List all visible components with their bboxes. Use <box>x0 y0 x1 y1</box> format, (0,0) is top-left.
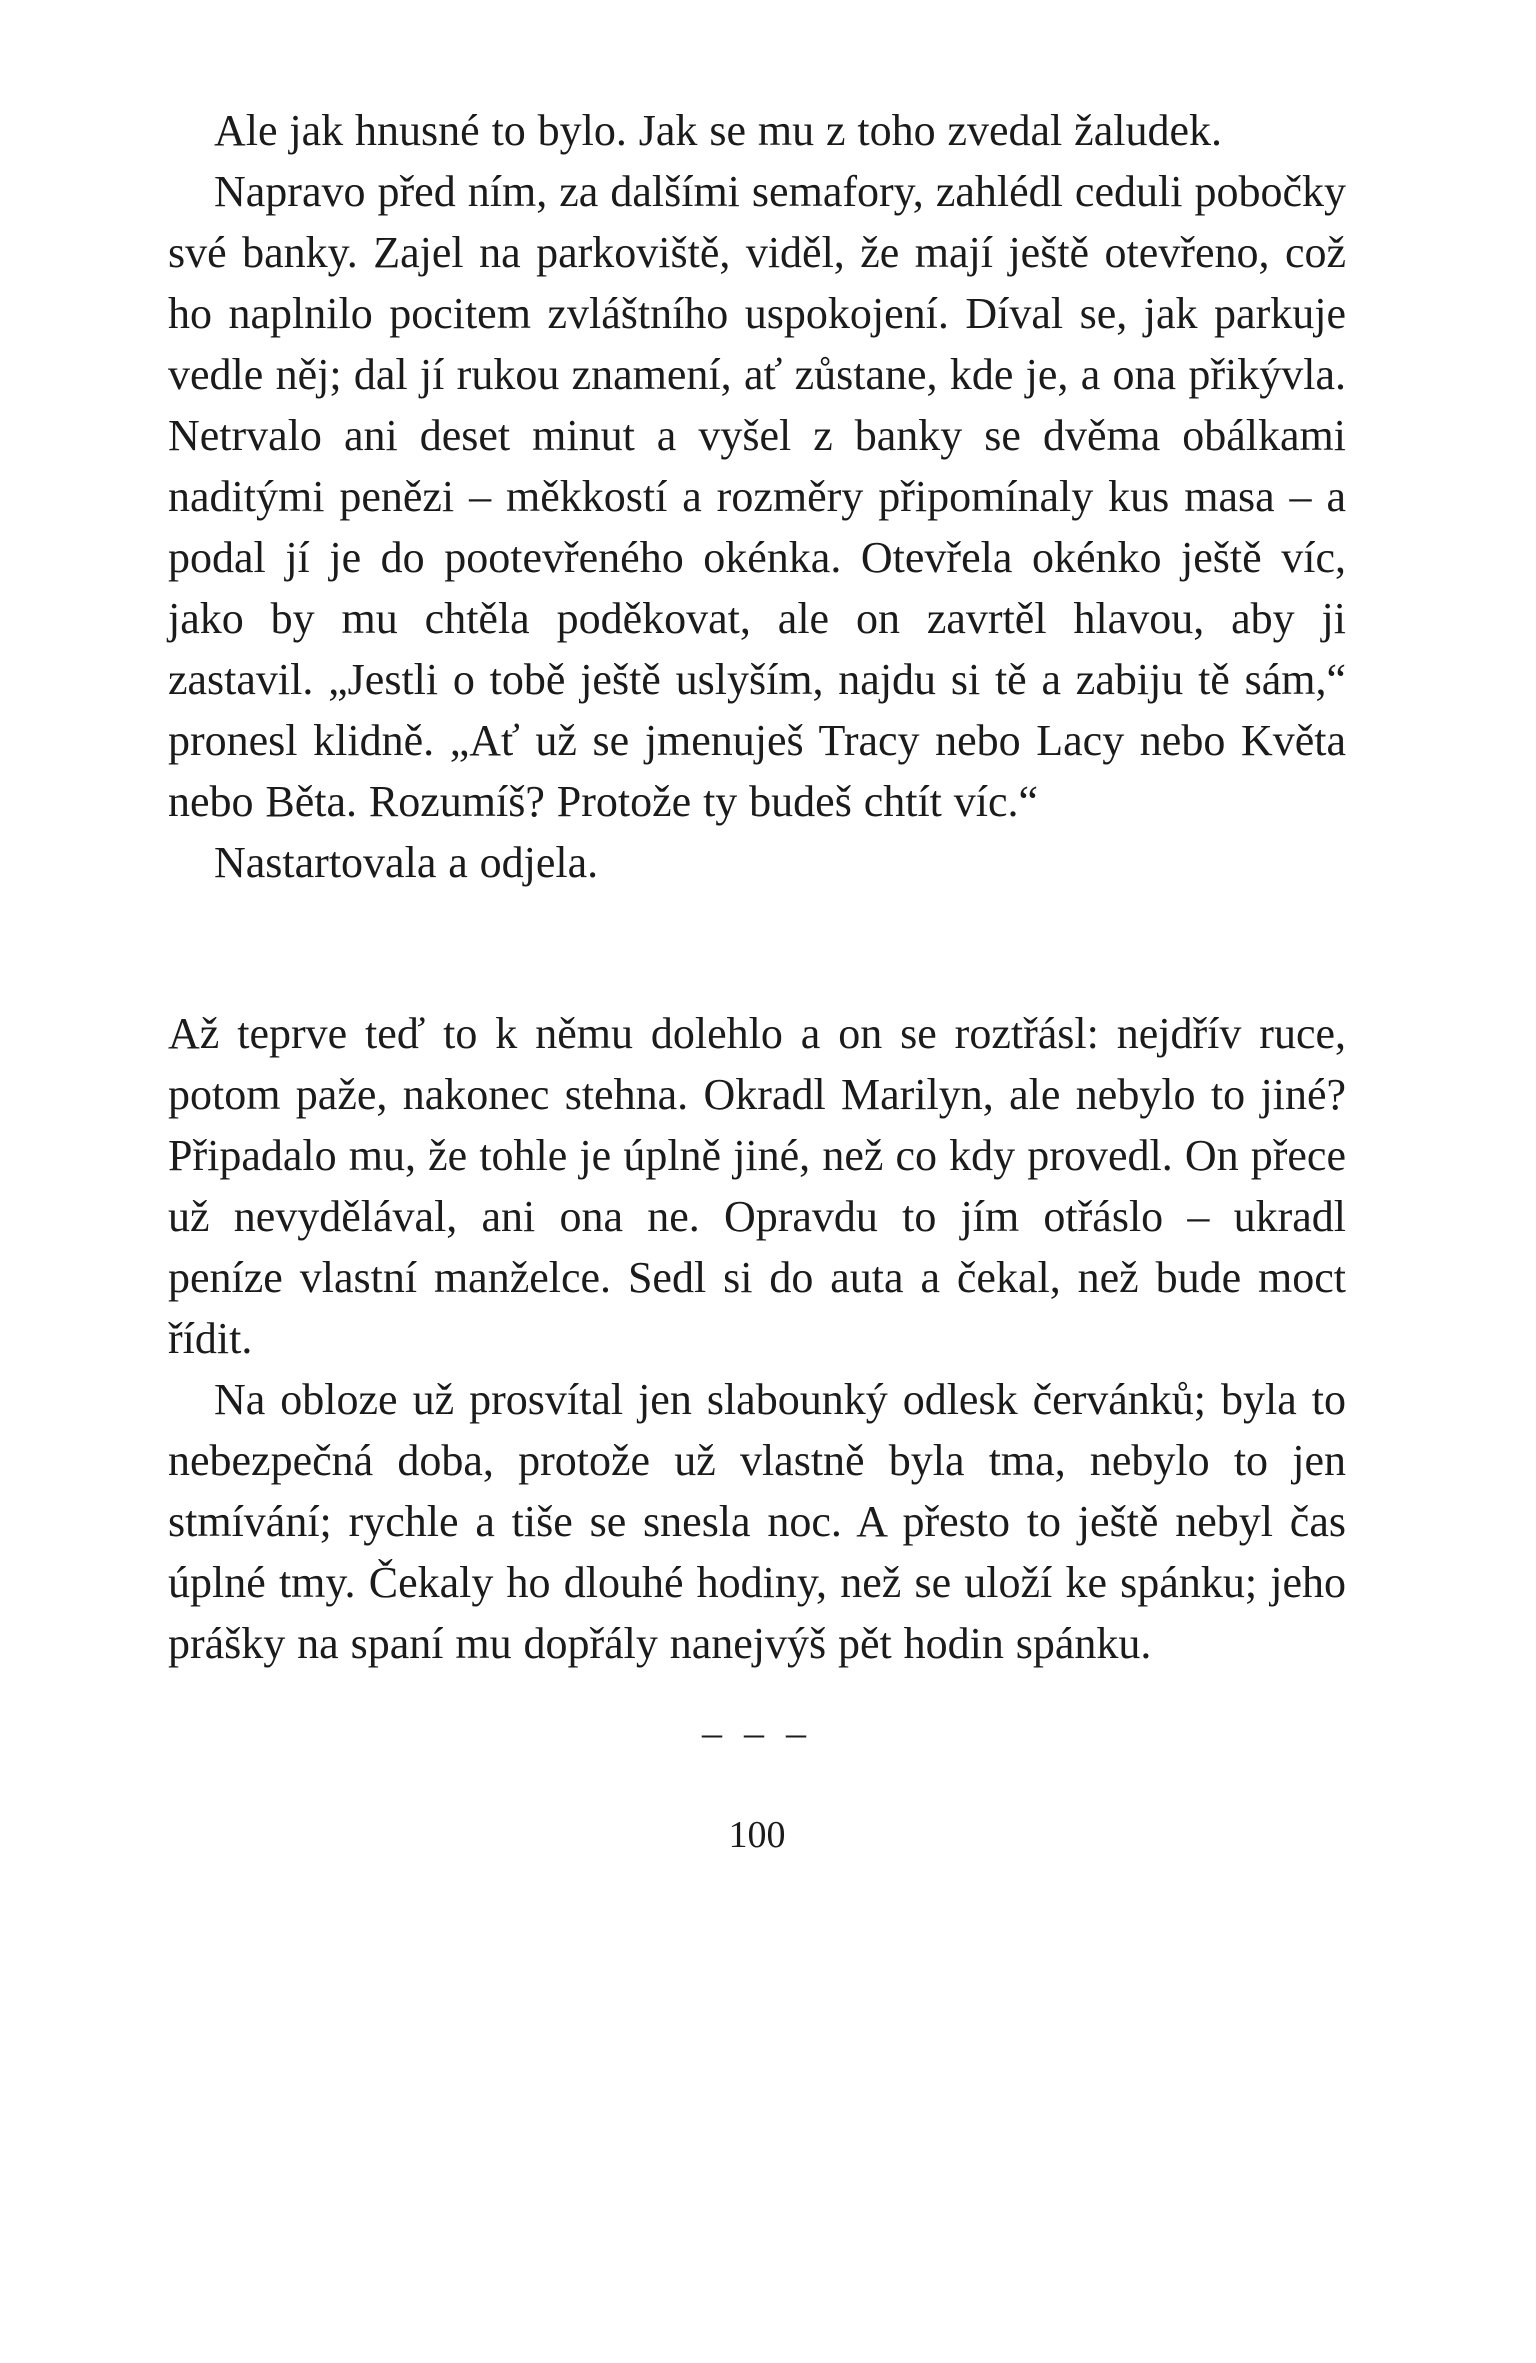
paragraph: Ale jak hnusné to bylo. Jak se mu z toho zvedal žaludek. <box>214 106 1222 155</box>
page-number: 100 <box>728 1814 786 1856</box>
text-block <box>168 100 1346 1859</box>
paragraph: Až teprve teď to k němu dolehlo a on se roztřásl: nejdřív ruce, potom paže, nakonec stehna. Okradl Marilyn, ale nebylo to jiné? Připadalo mu, že tohle je úplně jiné, než co kdy provedl. On přece už nevydělával, ani ona ne. Opravdu to jím otřáslo – ukradl peníze vlastní manželce. Sedl si do auta a čekal, než bude moct řídit. <box>168 1009 1346 1363</box>
section-break <box>168 893 1346 1003</box>
section-1 <box>168 100 1346 893</box>
paragraph: Na obloze už prosvítal jen slabounký odlesk červánků; byla to nebezpečná doba, protože už vlastně byla tma, nebylo to jen stmívání; rychle a tiše se snesla noc. A přesto to ještě nebyl čas úplné tmy. Čekaly ho dlouhé hodiny, než se uloží ke spánku; jeho prášky na spaní mu dopřály nanejvýš pět hodin spánku. <box>168 1375 1346 1668</box>
section-2 <box>168 1003 1346 1674</box>
paragraph: Napravo před ním, za dalšími semafory, zahlédl ceduli pobočky své banky. Zajel na parkoviště, viděl, že mají ještě otevřeno, což ho naplnilo pocitem zvláštního uspokojení. Díval se, jak parkuje vedle něj; dal jí rukou znamení, ať zůstane, kde je, a ona přikývla. Netrvalo ani deset minut a vyšel z banky se dvěma obálkami naditými penězi – měkkostí a rozměry připomínaly kus masa – a podal jí je do pootevřeného okénka. Otevřela okénko ještě víc, jako by mu chtěla poděkovat, ale on zavrtěl hlavou, aby ji zastavil. „Jestli o tobě ještě uslyším, najdu si tě a zabiju tě sám,“ pronesl klidně. „Ať už se jmenuješ Tracy nebo Lacy nebo Květa nebo Běta. Rozumíš? Protože ty budeš chtít víc.“ <box>168 167 1346 826</box>
paragraph: Nastartovala a odjela. <box>214 838 599 887</box>
section-separator: – – – <box>702 1710 812 1755</box>
